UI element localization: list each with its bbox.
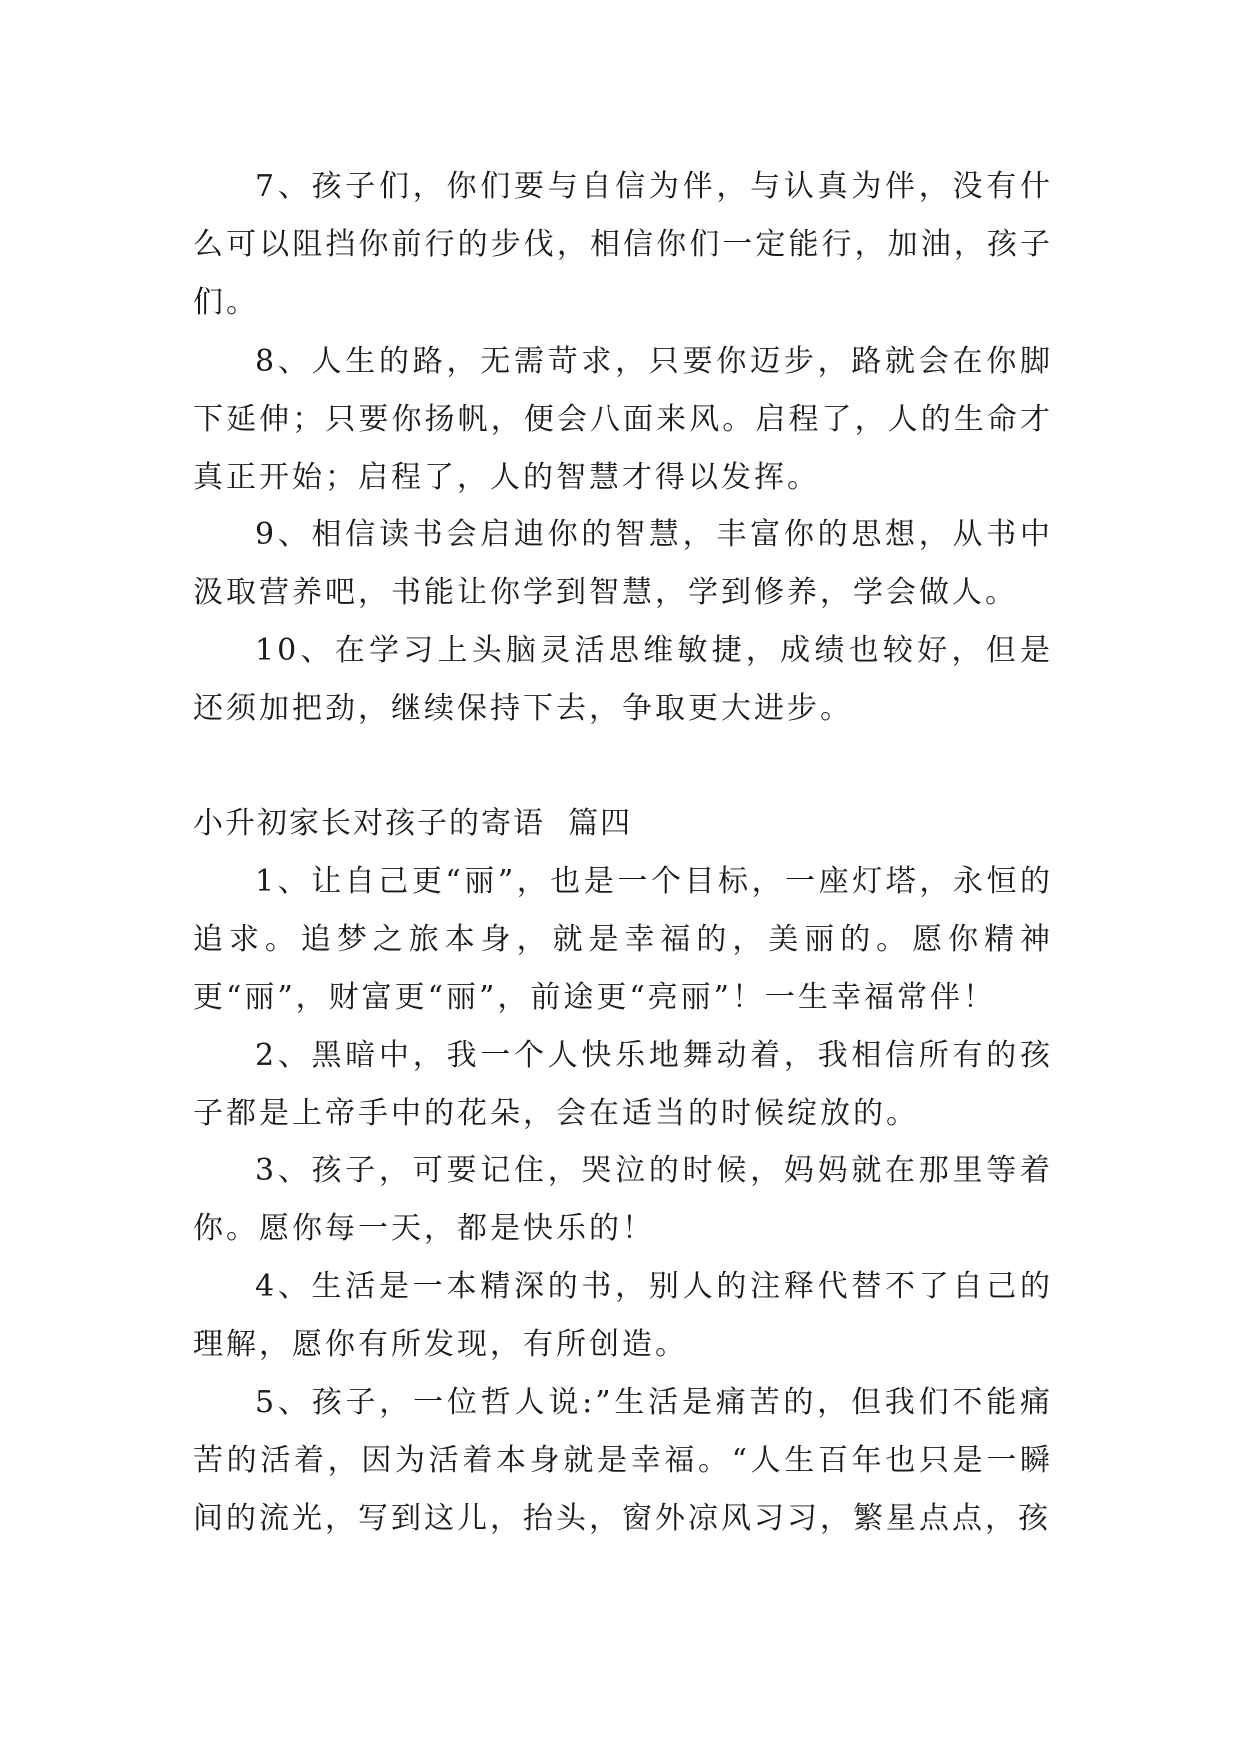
section-heading: 小升初家长对孩子的寄语 篇四: [193, 806, 633, 841]
paragraph-8: 8、人生的路，无需苛求，只要你迈步，路就会在你脚下延伸；只要你扬帆，便会八面来风。启程了，人的生命才真正开始；启程了，人的智慧才得以发挥。: [193, 344, 1053, 495]
paragraph-2: 2、黑暗中，我一个人快乐地舞动着，我相信所有的孩子都是上帝手中的花朵，会在适当的时候绽放的。: [193, 1038, 1053, 1131]
paragraph-9: 9、相信读书会启迪你的智慧，丰富你的思想，从书中汲取营养吧，书能让你学到智慧，学到修养，学会做人。: [193, 517, 1053, 610]
paragraph-10: 10、在学习上头脑灵活思维敏捷，成绩也较好，但是还须加把劲，继续保持下去，争取更大进步。: [193, 633, 1053, 726]
paragraph-7: 7、孩子们，你们要与自信为伴，与认真为伴，没有什么可以阻挡你前行的步伐，相信你们一定能行，加油，孩子们。: [193, 169, 1053, 320]
paragraph-3: 3、孩子，可要记住，哭泣的时候，妈妈就在那里等着你。愿你每一天，都是快乐的！: [193, 1153, 1053, 1246]
paragraph-5: 5、孩子，一位哲人说:”生活是痛苦的，但我们不能痛苦的活着，因为活着本身就是幸福。“人生百年也只是一瞬间的流光，写到这儿，抬头，窗外凉风习习，繁星点点，孩: [193, 1385, 1053, 1536]
paragraph-1: 1、让自己更“丽”，也是一个目标，一座灯塔，永恒的追求。追梦之旅本身，就是幸福的，美丽的。愿你精神更“丽”，财富更“丽”，前途更“亮丽”！一生幸福常伴！: [193, 864, 1053, 1015]
paragraph-4: 4、生活是一本精深的书，别人的注释代替不了自己的理解，愿你有所发现，有所创造。: [193, 1269, 1053, 1362]
